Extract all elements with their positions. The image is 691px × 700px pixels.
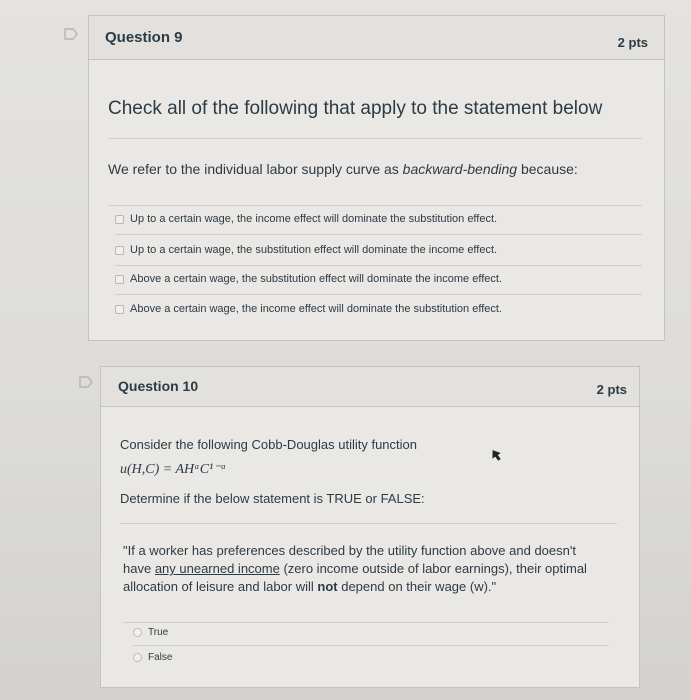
divider <box>133 645 609 646</box>
option-label: False <box>148 651 173 663</box>
divider <box>115 294 642 295</box>
option-label: Up to a certain wage, the substitution effect will dominate the income effect. <box>130 244 498 256</box>
statement-text: We refer to the individual labor supply curve as <box>108 161 403 177</box>
divider <box>115 234 642 235</box>
radio-button[interactable] <box>133 628 142 637</box>
question-points: 2 pts <box>617 35 648 50</box>
question-prompt: Check all of the following that apply to the statement below <box>108 98 603 119</box>
question-9-card <box>88 15 665 341</box>
question-points: 2 pts <box>596 382 627 397</box>
checkbox[interactable] <box>115 246 124 255</box>
mouse-cursor-icon <box>490 448 502 467</box>
answer-option[interactable] <box>115 209 497 229</box>
question-10-card <box>100 366 640 688</box>
divider <box>108 205 642 206</box>
question-instruction: Determine if the below statement is TRUE or FALSE: <box>120 491 425 506</box>
divider <box>123 622 609 623</box>
checkbox[interactable] <box>115 215 124 224</box>
option-label: True <box>148 626 169 638</box>
option-label: Above a certain wage, the income effect will dominate the substitution effect. <box>130 303 502 315</box>
answer-option[interactable] <box>115 269 502 289</box>
quote-text-end: depend on their wage (w)." <box>337 579 497 594</box>
flag-question-icon[interactable] <box>64 28 78 40</box>
option-label: Above a certain wage, the substitution effect will dominate the income effect. <box>130 273 502 285</box>
statement-emphasis: backward-bending <box>402 161 518 177</box>
answer-option-true[interactable] <box>133 622 168 642</box>
quote-text-mid: (zero income outside of labor earnings), their optimal allocation of leisure and labor will <box>123 561 587 594</box>
question-9-header <box>89 16 664 60</box>
divider <box>120 523 617 524</box>
quote-text: "If a worker has preferences described by the utility function above and doesn't have <box>123 543 576 576</box>
answer-option-false[interactable] <box>133 647 172 667</box>
utility-formula: u(H,C) = AHᵅC¹⁻ᵅ <box>120 462 227 477</box>
quote-bold: not <box>317 579 338 594</box>
flag-question-icon[interactable] <box>79 376 93 388</box>
checkbox[interactable] <box>115 305 124 314</box>
radio-button[interactable] <box>133 653 142 662</box>
divider <box>115 265 642 266</box>
question-title: Question 10 <box>118 378 199 394</box>
statement-text-end: because: <box>517 161 578 177</box>
checkbox[interactable] <box>115 275 124 284</box>
divider <box>108 138 642 139</box>
quote-underlined: any unearned income <box>154 561 280 576</box>
option-label: Up to a certain wage, the income effect will dominate the substitution effect. <box>130 213 498 225</box>
question-10-header <box>101 367 639 407</box>
answer-option[interactable] <box>115 299 502 319</box>
question-intro: Consider the following Cobb-Douglas utility function <box>120 437 417 452</box>
answer-option[interactable] <box>115 240 497 260</box>
question-statement <box>108 161 578 177</box>
quoted-statement <box>123 542 593 596</box>
question-title: Question 9 <box>105 29 183 46</box>
